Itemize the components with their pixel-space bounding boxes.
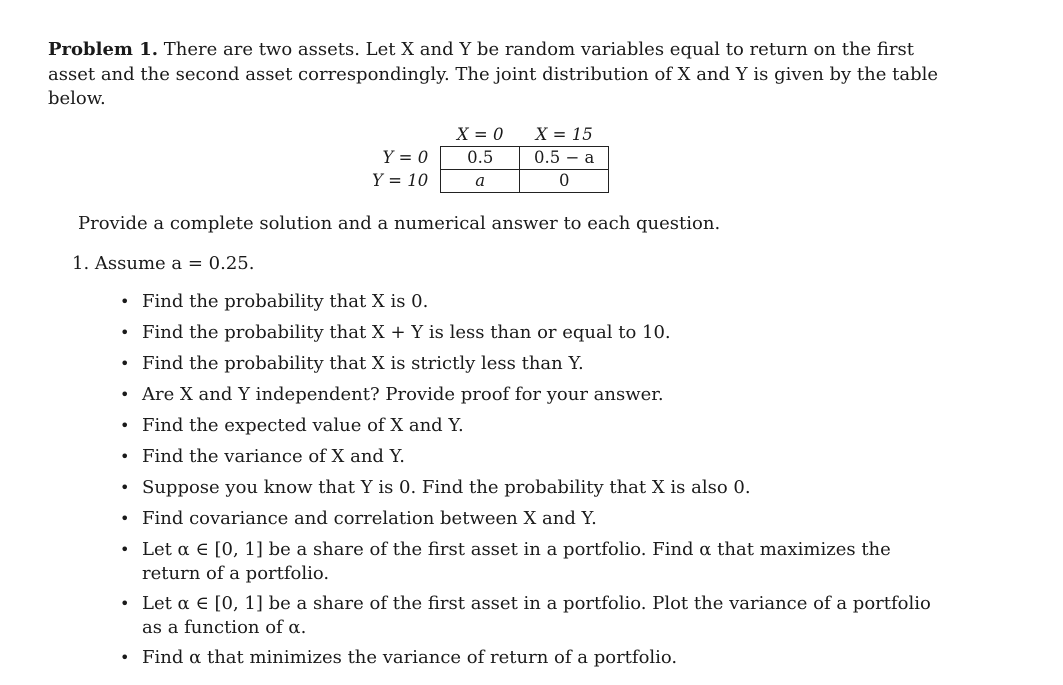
table-cell: 0.5 (441, 147, 520, 170)
bullet-icon: • (120, 509, 130, 528)
list-item-text: Let α ∈ [0, 1] be a share of the first asset in a portfolio. Plot the variance of a portfolio as a function of α. (142, 593, 931, 638)
bullet-icon: • (120, 478, 130, 497)
list-item-text: Find the probability that X is 0. (142, 291, 429, 312)
list-item-text: Find the expected value of X and Y. (142, 415, 464, 436)
question-list (120, 290, 940, 677)
bullet-icon: • (120, 648, 130, 667)
list-item-text: Find the probability that X is strictly less than Y. (142, 353, 584, 374)
row-header-y10: Y = 10 (372, 171, 429, 190)
col-header-x0: X = 0 (456, 125, 504, 144)
bullet-icon: • (120, 540, 130, 559)
list-item (120, 538, 940, 586)
bullet-icon: • (120, 416, 130, 435)
list-item (120, 414, 940, 438)
table-header-row (368, 124, 609, 147)
question-1: 1. Assume a = 0.25. (72, 253, 255, 274)
list-item (120, 476, 940, 500)
list-item (120, 321, 940, 345)
list-item-text: Find the variance of X and Y. (142, 446, 405, 467)
problem-text: There are two assets. Let X and Y be random variables equal to return on the first asset and the second asset correspondingly. The joint distribution of X and Y is given by the table below. (48, 39, 939, 109)
table-cell: 0 (520, 170, 609, 193)
bullet-icon: • (120, 594, 130, 613)
row-header-y0: Y = 0 (382, 148, 429, 167)
problem-statement (48, 38, 938, 112)
list-item-text: Suppose you know that Y is 0. Find the probability that X is also 0. (142, 477, 751, 498)
list-item (120, 352, 940, 376)
joint-distribution-table (368, 124, 609, 193)
list-item-text: Find covariance and correlation between X and Y. (142, 508, 597, 529)
list-item-text: Are X and Y independent? Provide proof for your answer. (142, 384, 664, 405)
bullet-icon: • (120, 292, 130, 311)
col-header-x15: X = 15 (535, 125, 593, 144)
list-item (120, 445, 940, 469)
list-item (120, 592, 940, 640)
list-item (120, 383, 940, 407)
table-row (368, 170, 609, 193)
list-item-text: Find the probability that X + Y is less than or equal to 10. (142, 322, 671, 343)
list-item (120, 646, 940, 670)
table-row (368, 147, 609, 170)
list-item (120, 290, 940, 314)
bullet-icon: • (120, 323, 130, 342)
bullet-icon: • (120, 447, 130, 466)
list-item (120, 507, 940, 531)
problem-label: Problem 1. (48, 39, 159, 60)
table-corner (368, 124, 441, 147)
bullet-icon: • (120, 354, 130, 373)
list-item-text: Let α ∈ [0, 1] be a share of the first asset in a portfolio. Find α that maximizes the return of a portfolio. (142, 539, 891, 584)
table-cell: 0.5 − a (520, 147, 609, 170)
table-cell: a (441, 170, 520, 193)
instruction-text: Provide a complete solution and a numerical answer to each question. (78, 213, 721, 234)
bullet-icon: • (120, 385, 130, 404)
list-item-text: Find α that minimizes the variance of return of a portfolio. (142, 647, 678, 668)
